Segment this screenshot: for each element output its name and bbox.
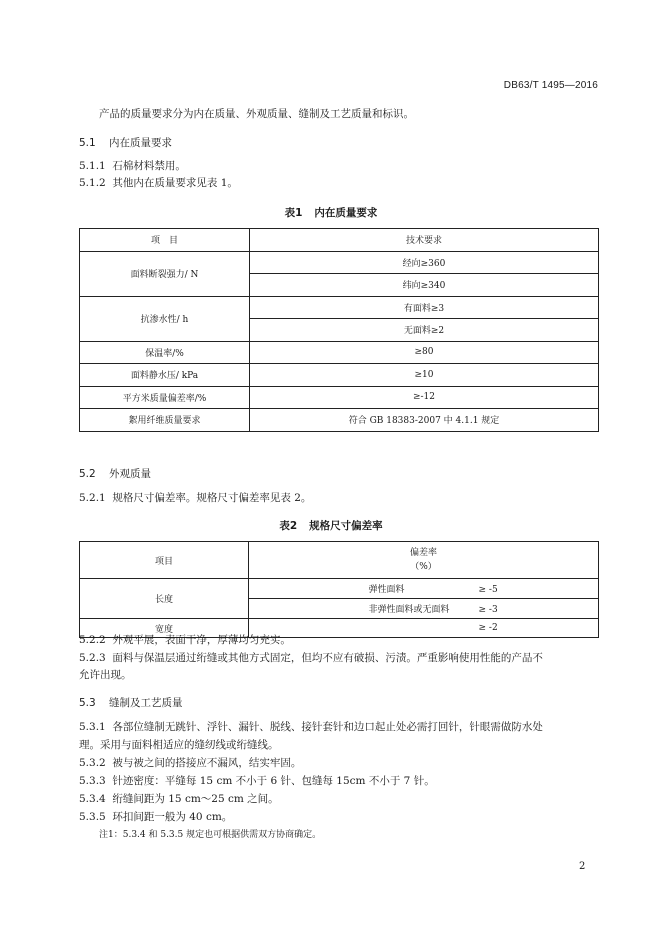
item-text: 各部位缝制无跳针、浮针、漏针、脱线、接针套针和边口起止处必需打回针，针眼需做防水处: [112, 721, 543, 733]
item-5-3-3: [79, 773, 435, 790]
table-row: [80, 579, 599, 599]
item-5-2-1: [79, 490, 311, 507]
intro-paragraph: 产品的质量要求分为内在质量、外观质量、缝制及工艺质量和标识。: [99, 108, 414, 120]
row-value: 经向≥360: [250, 251, 599, 274]
table-title: 规格尺寸偏差率: [309, 520, 383, 532]
item-5-1-1: [79, 158, 186, 175]
item-number: 5.3.2: [79, 757, 106, 769]
row-label: 抗渗水性/ h: [80, 296, 250, 341]
row-label: 面料静水压/ kPa: [80, 364, 250, 387]
row-label: 平方米质量偏差率/%: [80, 386, 250, 409]
item-5-3-5: [79, 809, 232, 826]
header-deviation-line1: 偏差率: [409, 548, 437, 558]
header-item: 项 目: [80, 229, 250, 252]
item-number: 5.2.3: [79, 652, 106, 664]
header-deviation-line2: （%）: [410, 562, 437, 572]
row-value: ≥80: [250, 341, 599, 364]
section-title: 内在质量要求: [109, 137, 172, 149]
row-value: [249, 599, 599, 619]
item-text: 被与被之间的搭接应不漏风，结实牢固。: [112, 757, 302, 769]
table1-caption: [0, 205, 662, 220]
item-number: 5.2.1: [79, 492, 106, 504]
item-text: 环扣间距一般为 40 cm。: [112, 811, 233, 823]
row-value: 有面料≥3: [250, 296, 599, 319]
table1-intrinsic-quality: [79, 228, 599, 432]
deviation-value: ≥ -5: [478, 585, 498, 595]
header-deviation: [249, 542, 599, 579]
row-value: 纬向≥340: [250, 274, 599, 297]
item-5-3-1-cont: 理。采用与面料相适应的缝纫线或绗缝线。: [79, 739, 279, 751]
table-row: [80, 251, 599, 274]
row-value: [249, 579, 599, 599]
table-row: [80, 341, 599, 364]
item-number: 5.3.5: [79, 811, 106, 823]
table-row: [80, 364, 599, 387]
section-title: 外观质量: [109, 468, 151, 480]
row-value: [249, 619, 599, 638]
header-requirement: 技术要求: [250, 229, 599, 252]
standard-number: DB63/T 1495—2016: [503, 80, 598, 91]
item-number: 5.2.2: [79, 634, 106, 646]
fabric-type: 非弹性面料或无面料: [368, 605, 450, 615]
table-title: 内在质量要求: [314, 207, 378, 219]
table-header-row: [80, 542, 599, 579]
item-text: 其他内在质量要求见表 1。: [112, 177, 238, 189]
item-text: 外观平展，表面干净，厚薄均匀充实。: [112, 634, 291, 646]
table2-caption: [0, 518, 662, 533]
item-5-3-2: [79, 755, 301, 772]
row-value: 无面料≥2: [250, 319, 599, 342]
section-number: 5.3: [79, 697, 96, 709]
section-title: 缝制及工艺质量: [109, 697, 183, 709]
item-text: 规格尺寸偏差率。规格尺寸偏差率见表 2。: [112, 492, 312, 504]
row-label: 宽度: [80, 619, 249, 638]
item-number: 5.1.2: [79, 177, 106, 189]
header-item: 项目: [80, 542, 249, 579]
item-number: 5.3.4: [79, 793, 106, 805]
item-5-3-1: [79, 719, 543, 736]
row-label: 保温率/%: [80, 341, 250, 364]
item-5-2-2: [79, 632, 291, 649]
item-5-3-4: [79, 791, 279, 808]
row-value: ≥10: [250, 364, 599, 387]
deviation-value: ≥ -2: [478, 623, 498, 633]
item-text: 面料与保温层通过绗缝或其他方式固定，但均不应有破损、污渍。严重影响使用性能的产品不: [112, 652, 543, 664]
table-number: 表1: [284, 207, 303, 219]
row-label: 长度: [80, 579, 249, 619]
note: 注1：5.3.4 和 5.3.5 规定也可根据供需双方协商确定。: [99, 830, 322, 840]
section-5-3-heading: [79, 695, 183, 710]
item-text: 石棉材料禁用。: [112, 160, 186, 172]
section-5-2-heading: [79, 466, 151, 481]
item-5-2-3-cont: 允许出现。: [79, 669, 132, 681]
table-header-row: [80, 229, 599, 252]
page-number: 2: [579, 861, 586, 872]
item-number: 5.1.1: [79, 160, 106, 172]
table-row: [80, 386, 599, 409]
item-text: 绗缝间距为 15 cm～25 cm 之间。: [112, 793, 279, 805]
item-5-1-2: [79, 175, 238, 192]
item-text: 针迹密度：平缝每 15 cm 不小于 6 针、包缝每 15cm 不小于 7 针。: [112, 775, 435, 787]
table-row: [80, 296, 599, 319]
section-number: 5.1: [79, 137, 96, 149]
item-number: 5.3.1: [79, 721, 106, 733]
section-5-1-heading: [79, 135, 172, 150]
item-5-2-3: [79, 650, 543, 667]
row-label: 面料断裂强力/ N: [80, 251, 250, 296]
section-number: 5.2: [79, 468, 96, 480]
row-value: 符合 GB 18383-2007 中 4.1.1 规定: [250, 409, 599, 432]
row-value: ≥-12: [250, 386, 599, 409]
deviation-value: ≥ -3: [478, 605, 498, 615]
row-label: 絮用纤维质量要求: [80, 409, 250, 432]
table2-size-deviation: [79, 541, 599, 638]
table-number: 表2: [279, 520, 298, 532]
fabric-type: 弹性面料: [368, 585, 405, 595]
item-number: 5.3.3: [79, 775, 106, 787]
table-row: [80, 409, 599, 432]
